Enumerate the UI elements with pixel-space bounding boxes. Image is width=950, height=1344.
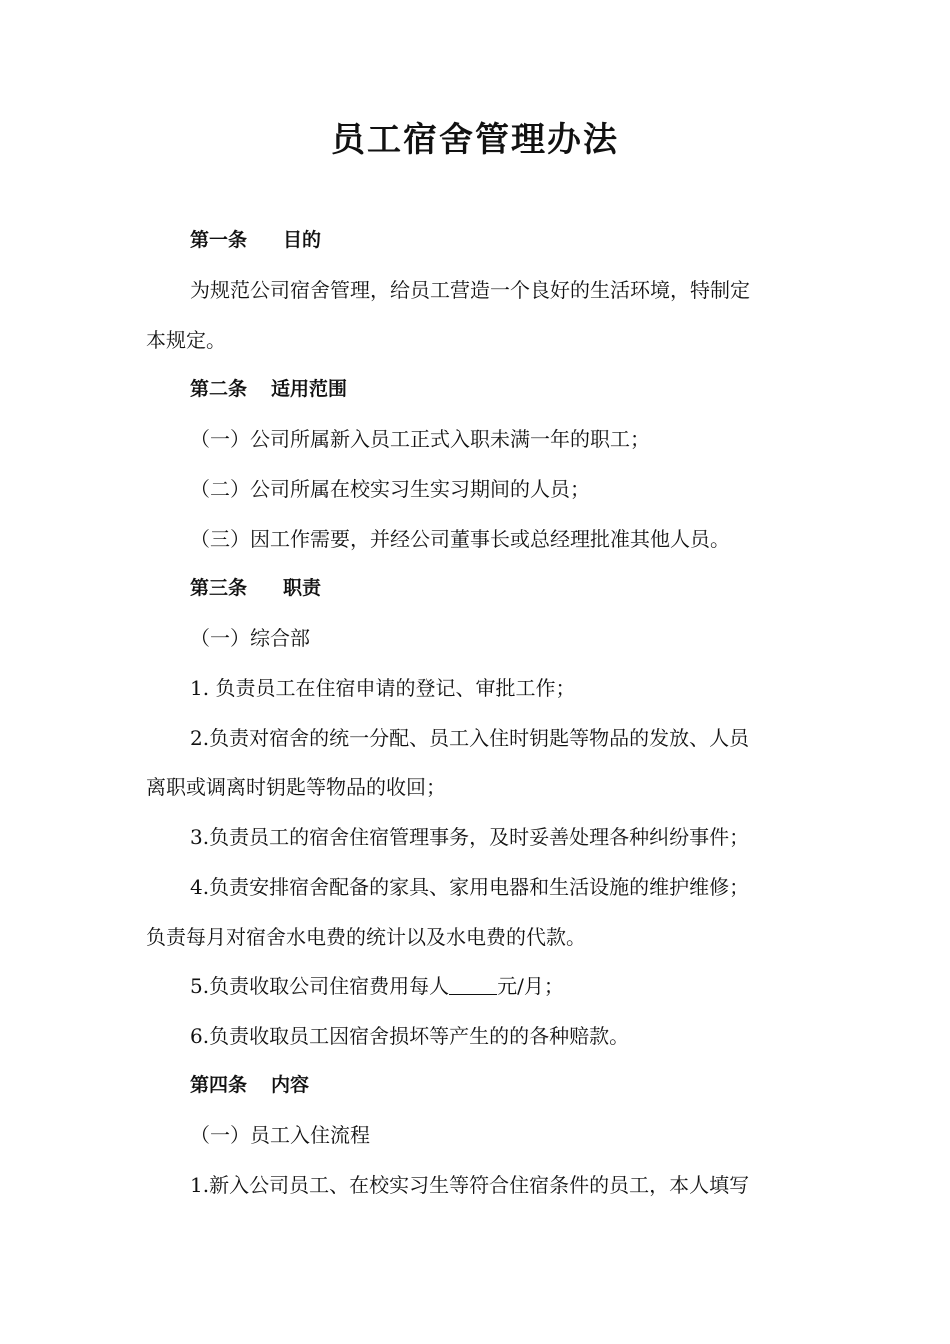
article-2-label: 第二条 bbox=[190, 378, 248, 400]
article-2-heading bbox=[190, 374, 870, 404]
article-3-heading bbox=[190, 573, 870, 603]
article-3-item-5 bbox=[190, 971, 870, 1001]
article-3-item-2-line-1: 2.负责对宿舍的统一分配、员工入住时钥匙等物品的发放、人员 bbox=[190, 726, 750, 750]
article-2-item-3: （三）因工作需要，并经公司董事长或总经理批准其他人员。 bbox=[190, 527, 730, 551]
article-3-title: 职责 bbox=[283, 577, 322, 599]
article-2-item-2: （二）公司所属在校实习生实习期间的人员； bbox=[190, 477, 590, 501]
document-title: 员工宿舍管理办法 bbox=[331, 120, 619, 160]
article-4-section: （一）员工入住流程 bbox=[190, 1123, 370, 1147]
article-3-item-4-line-2: 负责每月对宿舍水电费的统计以及水电费的代款。 bbox=[146, 925, 586, 949]
article-3-item-5-suffix: 元/月； bbox=[497, 974, 564, 998]
article-1-heading bbox=[190, 225, 870, 255]
article-2-title: 适用范围 bbox=[271, 378, 348, 400]
article-2-item-1: （一）公司所属新入员工正式入职未满一年的职工； bbox=[190, 427, 650, 451]
article-1-label: 第一条 bbox=[190, 229, 248, 251]
article-4-title: 内容 bbox=[271, 1074, 310, 1096]
article-1-text-line-1: 为规范公司宿舍管理，给员工营造一个良好的生活环境，特制定 bbox=[190, 278, 750, 302]
article-1-text-line-2: 本规定。 bbox=[146, 328, 226, 352]
article-1-title: 目的 bbox=[283, 229, 322, 251]
article-3-label: 第三条 bbox=[190, 577, 248, 599]
fee-blank-field bbox=[449, 974, 497, 995]
article-4-heading bbox=[190, 1070, 870, 1100]
article-3-item-2-line-2: 离职或调离时钥匙等物品的收回； bbox=[146, 775, 446, 799]
article-3-item-1: 1. 负责员工在住宿申请的登记、审批工作； bbox=[190, 676, 576, 700]
article-3-item-6: 6.负责收取员工因宿舍损坏等产生的的各种赔款。 bbox=[190, 1024, 630, 1048]
article-3-item-4-line-1: 4.负责安排宿舍配备的家具、家用电器和生活设施的维护维修； bbox=[190, 875, 750, 899]
article-3-item-5-prefix: 5.负责收取公司住宿费用每人 bbox=[190, 974, 450, 998]
article-4-item-1-line-1: 1.新入公司员工、在校实习生等符合住宿条件的员工，本人填写 bbox=[190, 1173, 750, 1197]
article-3-item-3: 3.负责员工的宿舍住宿管理事务，及时妥善处理各种纠纷事件； bbox=[190, 825, 750, 849]
article-4-label: 第四条 bbox=[190, 1074, 248, 1096]
article-3-section: （一）综合部 bbox=[190, 626, 310, 650]
